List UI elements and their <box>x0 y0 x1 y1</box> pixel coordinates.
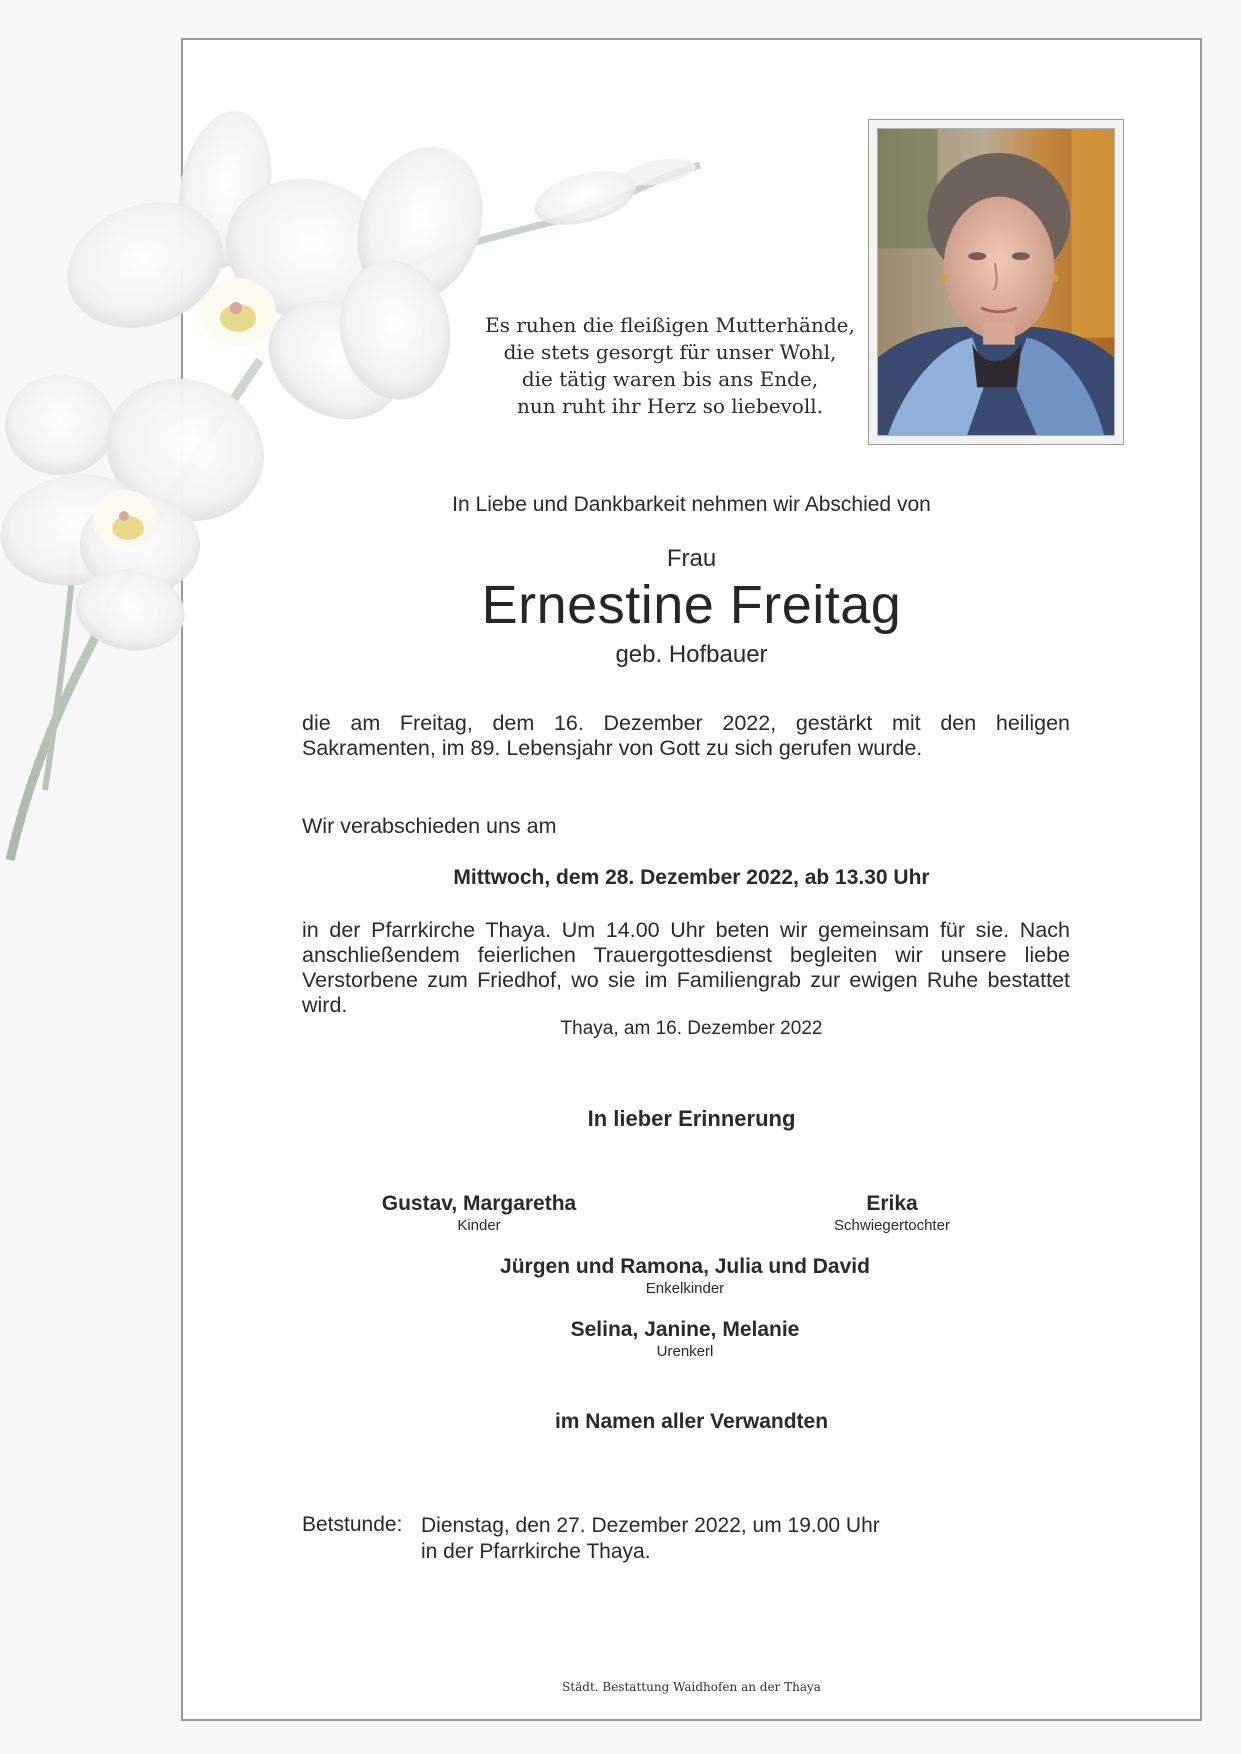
daughter-in-law-name: Erika <box>866 1192 918 1215</box>
prayer-details <box>421 1513 880 1565</box>
deceased-name: Ernestine Freitag <box>481 575 902 635</box>
verse-line: die stets gesorgt für unser Wohl, <box>503 340 837 364</box>
death-notice-line: Sakramenten, im 89. Lebensjahr von Gott zu sich gerufen wurde. <box>302 736 923 760</box>
place-date: Thaya, am 16. Dezember 2022 <box>560 1018 823 1039</box>
portrait-photo <box>877 128 1115 436</box>
memory-heading: In lieber Erinnerung <box>587 1106 796 1131</box>
verse-line: Es ruhen die fleißigen Mutterhände, <box>485 313 855 337</box>
portrait-frame <box>868 119 1124 445</box>
farewell-date: Mittwoch, dem 28. Dezember 2022, ab 13.30 Uhr <box>453 866 930 889</box>
orchid-decoration <box>0 90 740 880</box>
children-names: Gustav, Margaretha <box>381 1192 577 1215</box>
farewell-intro: Wir verabschieden uns am <box>302 814 557 838</box>
ceremony-line: wird. <box>302 993 348 1017</box>
ceremony-line: in der Pfarrkirche Thaya. Um 14.00 Uhr beten wir gemeinsam für sie. Nach <box>302 918 1070 942</box>
children-role: Kinder <box>457 1217 501 1234</box>
verse-line: die tätig waren bis ans Ende, <box>521 367 819 391</box>
relatives-line: im Namen aller Verwandten <box>554 1410 829 1433</box>
prayer-label: Betstunde: <box>302 1513 403 1536</box>
deceased-title: Frau <box>666 545 717 572</box>
death-notice-line: die am Freitag, dem 16. Dezember 2022, gestärkt mit den heiligen <box>302 711 1070 735</box>
grandchildren-role: Enkelkinder <box>645 1280 725 1297</box>
prayer-line: Dienstag, den 27. Dezember 2022, um 19.00 Uhr <box>421 1514 880 1537</box>
ceremony-line: Verstorbene zum Friedhof, wo sie im Familiengrab zur ewigen Ruhe bestattet <box>302 968 1070 992</box>
great-grandchildren-role: Urenkerl <box>656 1343 714 1360</box>
grandchildren-names: Jürgen und Ramona, Julia und David <box>500 1255 870 1278</box>
ceremony-text <box>302 918 1070 1018</box>
memorial-verse <box>440 312 900 420</box>
verse-line: nun ruht ihr Herz so liebevoll. <box>516 394 824 418</box>
daughter-in-law-role: Schwiegertochter <box>834 1217 950 1234</box>
death-notice <box>302 711 1070 761</box>
intro-text: In Liebe und Dankbarkeit nehmen wir Abschied von <box>452 493 931 516</box>
prayer-line: in der Pfarrkirche Thaya. <box>421 1540 651 1563</box>
birth-name: geb. Hofbauer <box>615 641 768 668</box>
great-grandchildren-names: Selina, Janine, Melanie <box>570 1318 800 1341</box>
funeral-home-footer: Städt. Bestattung Waidhofen an der Thaya <box>562 1680 821 1694</box>
ceremony-line: anschließendem feierlichen Trauergottesdienst begleiten wir unsere liebe <box>302 943 1070 967</box>
